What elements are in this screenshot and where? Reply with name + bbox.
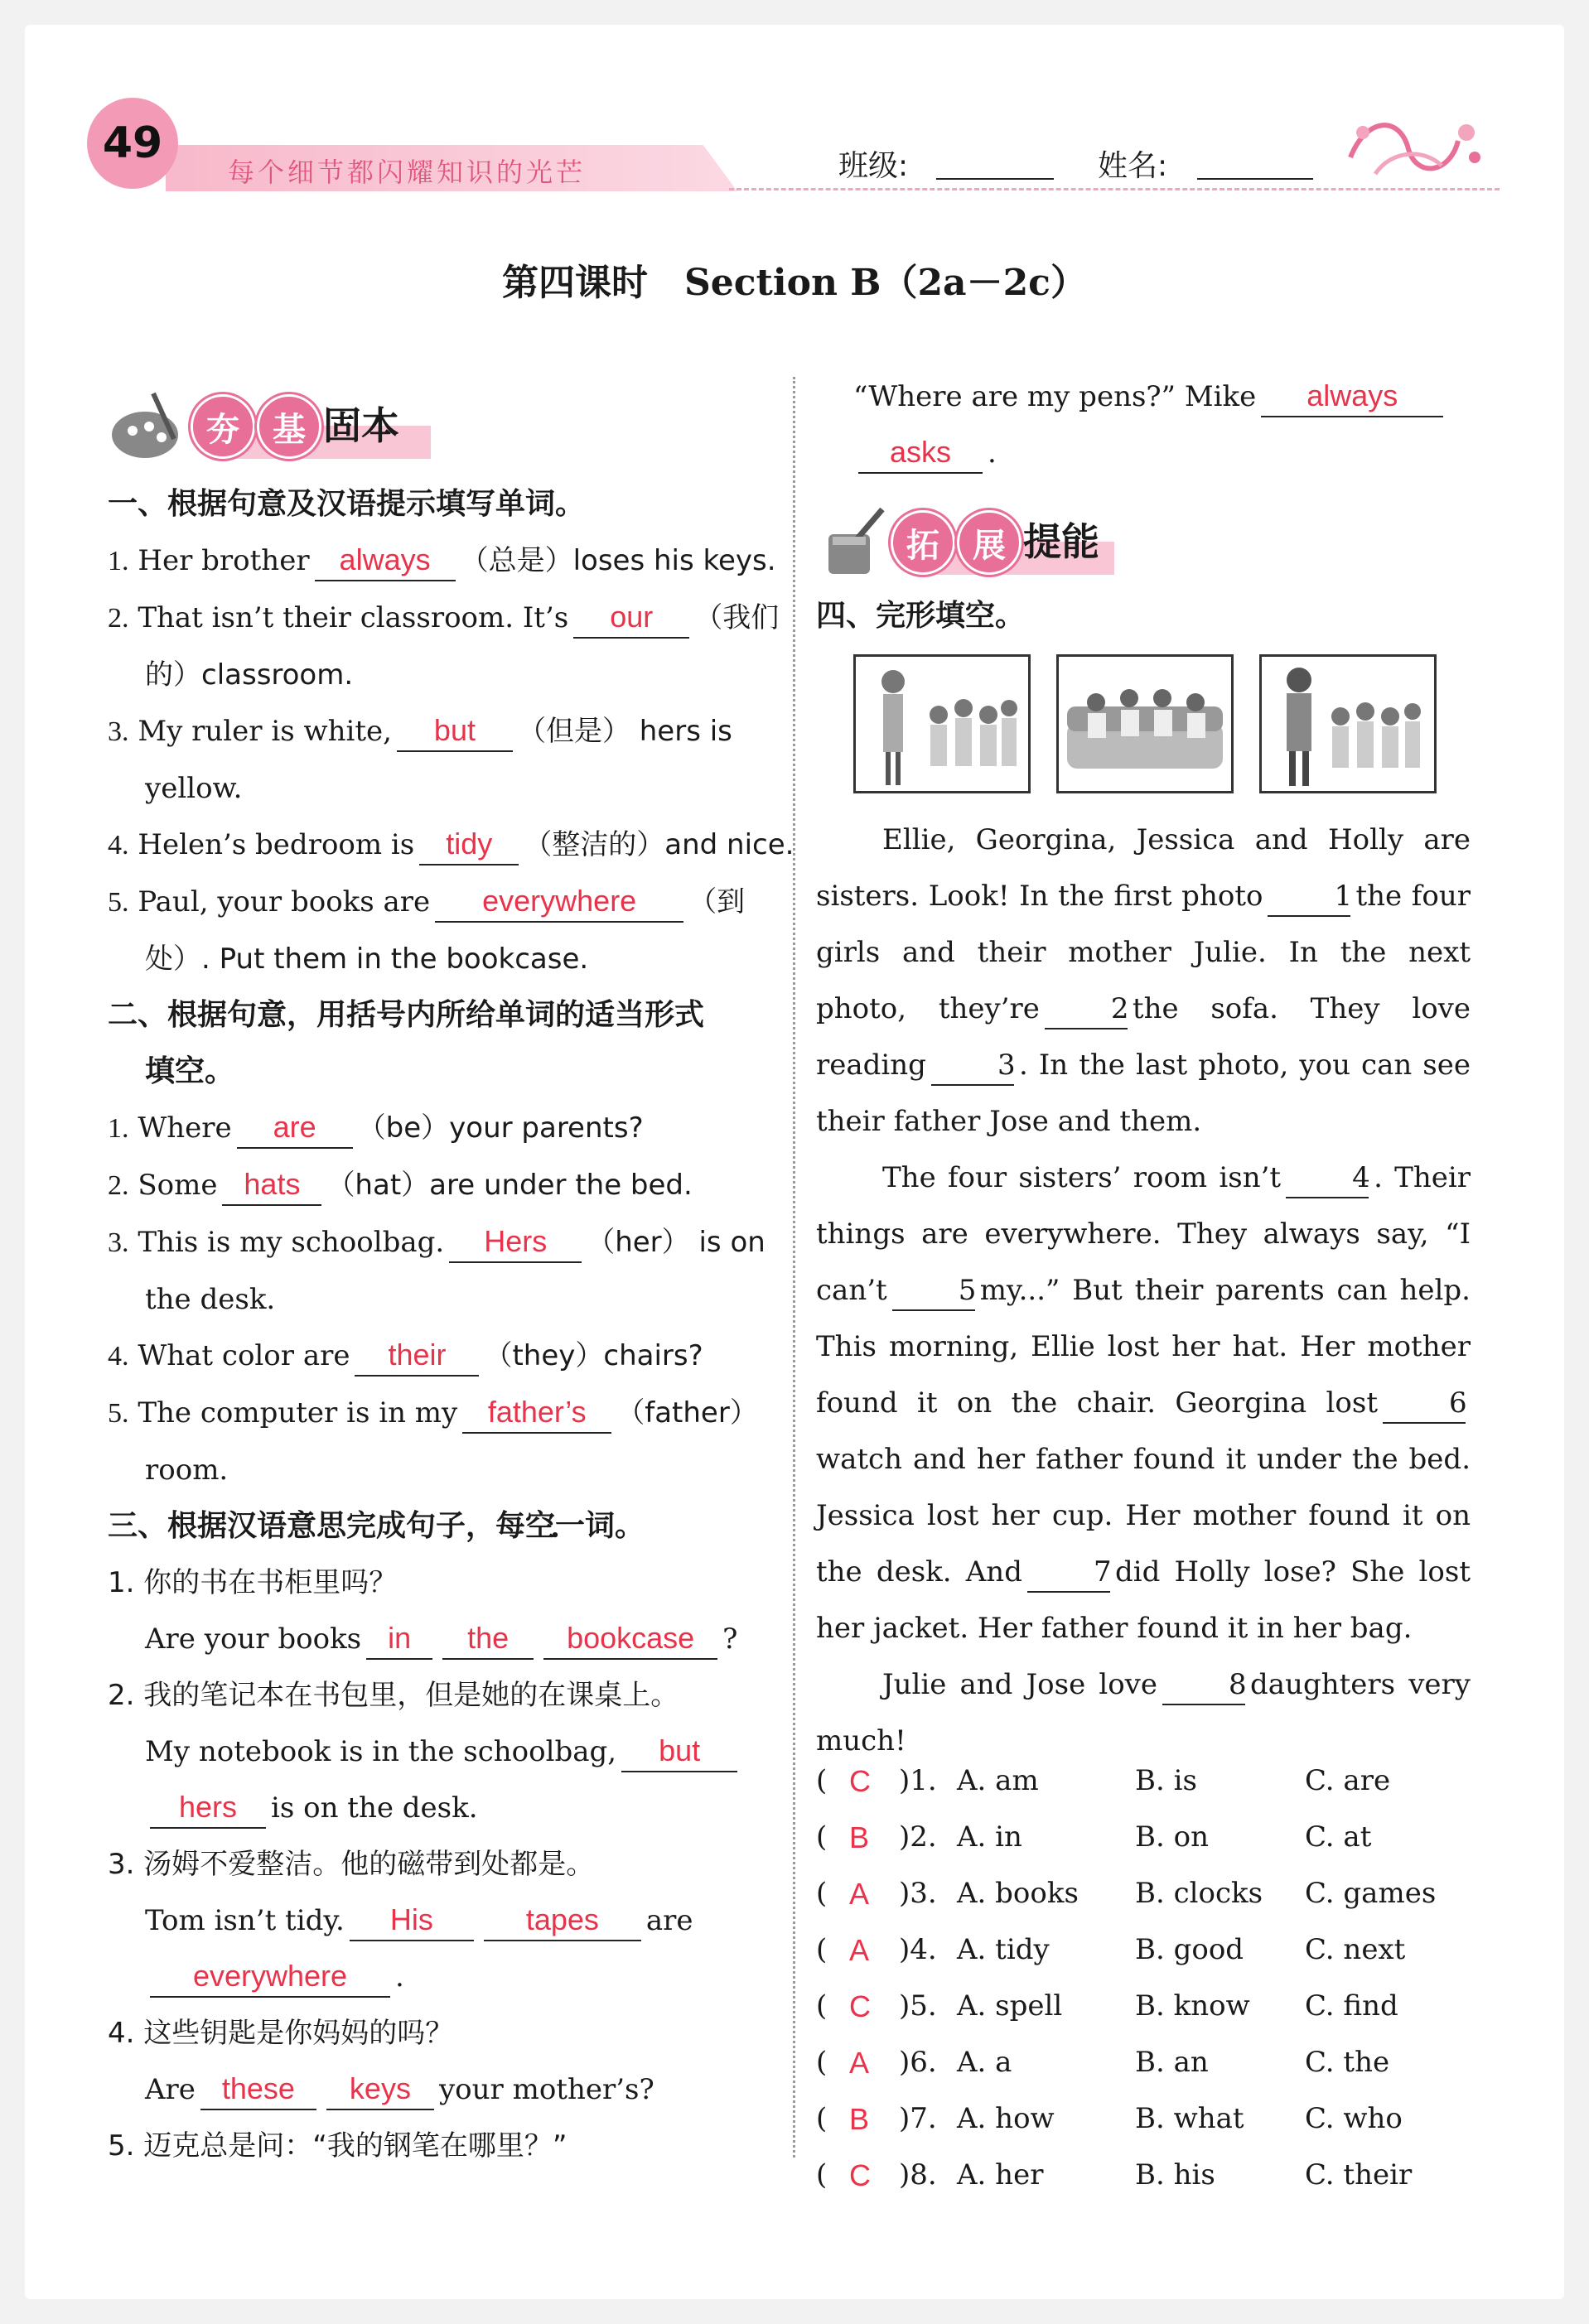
q-text: The computer is in my [138, 1396, 458, 1430]
passage-text: daughters very much! [816, 1668, 1471, 1757]
q-text: is on the desk. [271, 1791, 478, 1825]
option-a[interactable]: A. am [957, 1764, 1039, 1797]
cloze-blank-7[interactable] [1027, 1553, 1110, 1593]
q-text: （they）chairs? [484, 1339, 703, 1372]
sec3-q5-cn: 5. 迈克总是问：“我的钢笔在哪里？” [108, 2129, 568, 2162]
paren-open: ( [816, 1764, 828, 1797]
photo-strip [853, 654, 1433, 795]
passage-text: . In the last photo, you can see their father Jose and them. [816, 1049, 1471, 1138]
passage-text: . Their things are everywhere. They always say, “I can’t [816, 1161, 1471, 1307]
passage-text: my...” But their parents can help. This morning, Ellie lost her hat. Her mother found it on the chair. Georgina lost [816, 1274, 1471, 1420]
q-text: That isn’t their classroom. It’s [138, 601, 569, 634]
q-text-continued: the desk. [145, 1283, 276, 1316]
sec3-q1-en [108, 1611, 770, 1667]
blank-number: 6 [1449, 1386, 1467, 1420]
option-b[interactable]: B. on [1135, 1820, 1209, 1854]
passage-text: Julie and Jose love [882, 1668, 1158, 1701]
q-text: （hat）are under the bed. [326, 1169, 693, 1202]
answer: in [388, 1621, 412, 1655]
sec1-q4 [108, 817, 794, 874]
selected-answer[interactable]: C [849, 1989, 871, 2023]
option-b[interactable]: B. what [1135, 2102, 1244, 2135]
option-b[interactable]: B. good [1135, 1933, 1244, 1966]
sec2-q4 [108, 1328, 770, 1385]
sec2-q1 [108, 1100, 770, 1157]
class-label: 班级: [838, 149, 909, 183]
q-text: . [988, 436, 997, 470]
sec1-q1 [108, 533, 776, 590]
option-b[interactable]: B. an [1135, 2046, 1209, 2079]
cloze-blank-1[interactable] [1268, 877, 1353, 917]
blank-number: 2 [1110, 992, 1129, 1025]
banner-char-2: 展 [957, 510, 1022, 575]
answer: the [467, 1621, 510, 1655]
banner-char-2: 基 [257, 394, 321, 459]
option-row [816, 1877, 1471, 1926]
sec3-q2-cn: 2. 我的笔记本在书包里，但是她的在课桌上。 [108, 1679, 679, 1712]
q-text: （整洁的）and nice. [524, 828, 794, 861]
sec1-heading: 一、根据句意及汉语提示填写单词。 [108, 487, 586, 521]
paren-open: ( [816, 1820, 828, 1854]
passage-text: watch and her father found it under the bed. Jessica lost her cup. Her mother found it on the desk. And [816, 1443, 1471, 1589]
right-column [816, 369, 1471, 481]
column-divider [793, 377, 795, 2158]
q-text: Some [138, 1169, 218, 1202]
q-text: are [645, 1904, 693, 1937]
blank-number: 4 [1352, 1161, 1370, 1194]
sec3-heading [108, 1498, 770, 1555]
option-number: )3. [899, 1877, 937, 1910]
passage-text: Ellie, Georgina, Jessica and Holly are sisters. Look! In the first photo [816, 823, 1471, 913]
sec3-heading-c: 。 [615, 1509, 645, 1543]
selected-answer[interactable]: C [849, 2158, 871, 2192]
answer-blank[interactable] [150, 1957, 390, 1998]
option-c[interactable]: C. at [1305, 1820, 1372, 1854]
q-text: Her brother [138, 544, 310, 577]
name-label: 姓名: [1098, 149, 1168, 183]
flourish-ornament-icon [1342, 99, 1483, 190]
sec2-heading: 二、根据句意，用括号内所给单词的适当形式 [108, 998, 705, 1032]
cloze-blank-6[interactable] [1383, 1384, 1466, 1424]
banner-word: 提能 [1023, 519, 1099, 564]
answer-blank[interactable] [222, 1165, 321, 1206]
q-number: 2. [108, 603, 129, 634]
selected-answer[interactable]: B [849, 2102, 870, 2136]
option-a[interactable]: A. a [957, 2046, 1012, 2079]
sec3-q3-cn: 3. 汤姆不爱整洁。他的磁带到处都是。 [108, 1848, 595, 1881]
selected-answer[interactable]: A [849, 1933, 870, 1967]
sec1-q3 [108, 703, 770, 760]
answer: Hers [484, 1224, 548, 1258]
option-number: )7. [899, 2102, 937, 2135]
answer-blank[interactable] [355, 1336, 479, 1377]
q-text: My ruler is white, [138, 715, 392, 748]
sec4-heading-wrap [816, 588, 1471, 644]
answer: always [1306, 378, 1398, 412]
sec3-q1-cn: 1. 你的书在书柜里吗？ [108, 1566, 398, 1599]
photo-father-and-girls [1259, 654, 1437, 793]
answer: always [339, 542, 431, 576]
cloze-blank-4[interactable] [1286, 1159, 1369, 1198]
option-number: )1. [899, 1764, 937, 1797]
passage-paragraph-1 [816, 812, 1471, 1150]
q-text: （但是） hers is [517, 715, 732, 748]
q-number: 5. [108, 887, 129, 918]
name-field[interactable] [1197, 178, 1313, 180]
q-text: （总是）loses his keys. [460, 544, 776, 577]
photo-mother-and-girls [853, 654, 1031, 793]
option-b[interactable]: B. know [1135, 1989, 1250, 2023]
answer-blank[interactable] [573, 598, 689, 639]
q-text: （father） [616, 1396, 758, 1430]
banner-char-1: 拓 [891, 510, 955, 575]
q-number: 4. [108, 830, 129, 861]
answer-blank[interactable] [237, 1108, 353, 1149]
left-column [108, 476, 794, 2174]
passage-text: did Holly lose? She lost her jacket. Her father found it in her bag. [816, 1555, 1471, 1645]
answer: hats [244, 1167, 301, 1201]
answer-blank[interactable] [326, 2070, 434, 2110]
passage-text: The four sisters’ room isn’t [882, 1161, 1282, 1194]
answer: father’s [487, 1395, 587, 1429]
q-text: Are [145, 2073, 196, 2106]
option-number: )5. [899, 1989, 937, 2023]
paren-open: ( [816, 2158, 828, 2191]
option-b[interactable]: B. is [1135, 1764, 1197, 1797]
sec3-q5-en-2 [816, 425, 1471, 481]
answer-blank[interactable] [442, 1619, 534, 1660]
selected-answer[interactable]: C [849, 1764, 871, 1798]
blank-number: 3 [997, 1049, 1016, 1082]
answer: keys [349, 2071, 411, 2105]
option-c[interactable]: C. find [1305, 1989, 1398, 2023]
sec3-q4-cn: 4. 这些钥匙是你妈妈的吗？ [108, 2017, 454, 2050]
option-a[interactable]: A. books [957, 1877, 1079, 1910]
answer: but [433, 713, 476, 747]
selected-answer[interactable]: A [849, 1877, 870, 1911]
blank-number: 5 [958, 1274, 977, 1307]
q-text-continued: room. [145, 1454, 229, 1487]
q-text: Helen’s bedroom is [138, 828, 415, 861]
banner-extend [816, 505, 1147, 580]
selected-answer[interactable]: A [849, 2046, 870, 2080]
sec3-q2-en-2 [108, 1780, 770, 1836]
option-a[interactable]: A. spell [957, 1989, 1063, 2023]
option-b[interactable]: B. his [1135, 2158, 1215, 2191]
q-number: 1. [108, 546, 129, 576]
cloze-blank-5[interactable] [892, 1271, 975, 1311]
q-text: This is my schoolbag. [138, 1226, 445, 1259]
q-number: 3. [108, 1227, 129, 1258]
option-c[interactable]: C. who [1305, 2102, 1403, 2135]
answer-blank[interactable] [484, 1901, 641, 1941]
passage-text: the four girls and their mother Julie. In the next photo, they’re [816, 880, 1471, 1025]
banner-basic [108, 389, 439, 464]
option-number: )2. [899, 1820, 937, 1854]
sec3-q4-en [108, 2061, 770, 2118]
answer-blank[interactable] [462, 1393, 611, 1434]
cloze-blank-3[interactable] [931, 1046, 1014, 1086]
answer-blank[interactable] [1261, 377, 1443, 417]
option-a[interactable]: A. how [957, 2102, 1055, 2135]
option-row [816, 1820, 1471, 1870]
option-c[interactable]: C. their [1305, 2158, 1413, 2191]
answer-blank[interactable] [350, 1901, 474, 1941]
cloze-blank-8[interactable] [1162, 1666, 1245, 1705]
answer: everywhere [192, 1959, 348, 1993]
q-number: 1. [108, 1113, 129, 1144]
answer-blank[interactable] [621, 1732, 737, 1772]
cloze-blank-2[interactable] [1045, 990, 1128, 1029]
option-number: )6. [899, 2046, 937, 2079]
answer-blank[interactable] [419, 825, 519, 865]
answer: His [389, 1902, 433, 1936]
class-field[interactable] [936, 178, 1054, 180]
option-b[interactable]: B. clocks [1135, 1877, 1263, 1910]
banner-char-1: 夯 [191, 394, 255, 459]
q-number: 5. [108, 1398, 129, 1429]
answer: their [388, 1338, 447, 1372]
q-number: 4. [108, 1341, 129, 1372]
motto: 每个细节都闪耀知识的光芒 [228, 157, 587, 188]
q-text: Where [138, 1111, 232, 1145]
sec3-q2-en [108, 1724, 770, 1780]
answer: our [610, 600, 654, 634]
answer: hers [178, 1790, 238, 1824]
option-row [816, 2046, 1471, 2095]
q-text: Are your books [145, 1622, 362, 1656]
answer-blank[interactable] [397, 711, 513, 752]
answer: but [659, 1733, 701, 1767]
q-text: Paul, your books are [138, 885, 431, 919]
option-row [816, 1764, 1471, 1814]
passage-paragraph-2 [816, 1150, 1471, 1656]
answer: bookcase [567, 1621, 695, 1655]
option-row [816, 1933, 1471, 1983]
answer: asks [889, 435, 952, 469]
blank-number: 7 [1093, 1555, 1112, 1589]
option-c[interactable]: C. the [1305, 2046, 1390, 2079]
paren-open: ( [816, 2102, 828, 2135]
paint-bucket-icon [816, 505, 895, 580]
q-text-continued: yellow. [145, 772, 243, 805]
palette-icon [108, 389, 186, 464]
photo-girls-on-sofa [1056, 654, 1234, 793]
sec2-q3 [108, 1214, 770, 1271]
q-text: （到 [688, 885, 746, 919]
option-number: )4. [899, 1933, 937, 1966]
q-text: Tom isn’t tidy. [145, 1904, 345, 1937]
page-number: 49 [87, 98, 178, 189]
answer: these [221, 2071, 295, 2105]
sec3-q3-en-2 [108, 1949, 770, 2005]
paren-open: ( [816, 1989, 828, 2023]
sec3-q3-en [108, 1892, 770, 1949]
answer-blank[interactable] [858, 433, 983, 474]
answer: tapes [525, 1902, 599, 1936]
q-text-continued: 处）. Put them in the bookcase. [145, 943, 589, 976]
sec2-q5 [108, 1385, 770, 1442]
q-text: ? [722, 1622, 738, 1656]
selected-answer[interactable]: B [849, 1820, 870, 1854]
paren-open: ( [816, 1933, 828, 1966]
blank-number: 1 [1334, 880, 1353, 913]
sec1-q2 [108, 590, 780, 647]
answer: tidy [446, 827, 493, 861]
answer-blank[interactable] [200, 2070, 316, 2110]
passage-text: the sofa. They love reading [816, 992, 1471, 1082]
blank-number: 8 [1229, 1668, 1247, 1701]
paren-open: ( [816, 1877, 828, 1910]
answer-blank[interactable] [543, 1619, 717, 1660]
passage-paragraph-3 [816, 1656, 1471, 1769]
q-text: What color are [138, 1339, 350, 1372]
q-text: “Where are my pens?” Mike [853, 380, 1257, 413]
answer: are [273, 1110, 316, 1144]
option-c[interactable]: C. games [1305, 1877, 1437, 1910]
sec3-heading-emphasis: 每空一词 [495, 1509, 616, 1543]
paren-open: ( [816, 2046, 828, 2079]
answer: everywhere [482, 884, 637, 918]
answer-blank[interactable] [366, 1619, 432, 1660]
lesson-title: 第四课时 Section B（2a－2c） [502, 262, 1087, 304]
sec2-q2 [108, 1157, 770, 1214]
q-text: your mother’s? [438, 2073, 654, 2106]
q-text-continued: 的）classroom. [145, 658, 354, 692]
answer-blank[interactable] [449, 1222, 582, 1263]
q-text: （her） is on [587, 1226, 766, 1259]
sec2-heading-continued: 填空。 [145, 1054, 235, 1088]
q-text: My notebook is in the schoolbag, [145, 1735, 617, 1768]
sec4-heading: 四、完形填空。 [816, 599, 1026, 633]
q-text: （我们 [694, 601, 780, 634]
q-number: 2. [108, 1170, 129, 1201]
sec3-heading-a: 三、根据汉语意思完成句子， [108, 1509, 496, 1543]
q-text: . [395, 1960, 404, 1994]
answer-blank[interactable] [150, 1788, 266, 1829]
sec3-q5-en [816, 369, 1471, 425]
option-a[interactable]: A. tidy [957, 1933, 1050, 1966]
option-row [816, 1989, 1471, 2039]
option-c[interactable]: C. are [1305, 1764, 1391, 1797]
option-row [816, 2158, 1471, 2208]
option-a[interactable]: A. her [957, 2158, 1044, 2191]
q-text: （be）your parents? [357, 1111, 644, 1145]
option-c[interactable]: C. next [1305, 1933, 1406, 1966]
q-number: 3. [108, 716, 129, 747]
option-row [816, 2102, 1471, 2152]
sec1-q5 [108, 874, 770, 931]
option-number: )8. [899, 2158, 937, 2191]
option-a[interactable]: A. in [957, 1820, 1022, 1854]
answer-blank[interactable] [315, 541, 456, 581]
cloze-passage [816, 812, 1471, 1769]
answer-blank[interactable] [435, 882, 683, 923]
banner-word: 固本 [323, 403, 399, 448]
